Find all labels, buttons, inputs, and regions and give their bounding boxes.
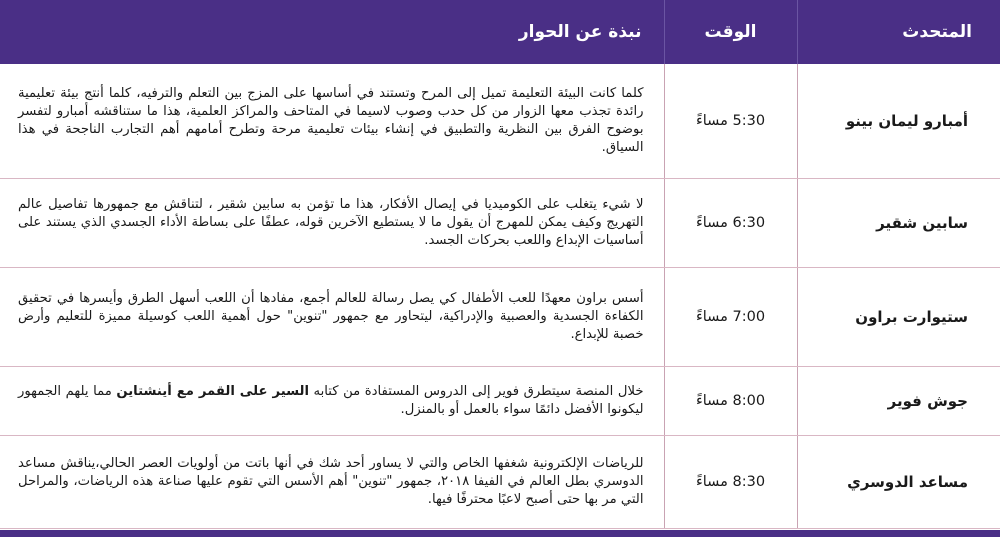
bottom-bar: [0, 530, 1000, 537]
speaker-name: مساعد الدوسري: [797, 435, 1000, 528]
session-description: للرياضات الإلكترونية شغفها الخاص والتي لا يساور أحد شك في أنها باتت من أولويات العصر الحالي،يناقش مساعد الدوسري بطل العالم في الفيفا ٢٠١٨، جمهور "تنوين" أهم الأسس التي تقوم عليها صناعة هذه الرياضات، والمراحل التي مر بها حتى أصبح لاعبًا محترفًا فيها.: [0, 435, 664, 528]
table-row: [0, 435, 1000, 528]
session-description: [0, 366, 664, 435]
header-time: الوقت: [664, 0, 797, 64]
speaker-name: سابين شقير: [797, 178, 1000, 267]
table-header: [0, 0, 1000, 64]
session-time: 8:00 مساءً: [664, 366, 797, 435]
table-row: [0, 64, 1000, 178]
session-time: 5:30 مساءً: [664, 64, 797, 178]
session-description: أسس براون معهدًا للعب الأطفال كي يصل رسالة للعالم أجمع، مفادها أن اللعب أسهل الطرق وأيسرها في تحقيق الكفاءة الجسدية والعصبية والإدراكية، ليتحاور مع جمهور "تنوين" حول أهمية اللعب كوسيلة مميزة للتعليم وأرض خصبة للإبداع.: [0, 267, 664, 366]
book-title: السير على القمر مع أينشتاين: [116, 383, 309, 399]
session-time: 7:00 مساءً: [664, 267, 797, 366]
speaker-name: جوش فوير: [797, 366, 1000, 435]
table-row: [0, 267, 1000, 366]
speaker-name: ستيوارت براون: [797, 267, 1000, 366]
description-text: مما يلهم الجمهور ليكونوا الأفضل دائمًا سواء بالعمل أو بالمنزل.: [18, 383, 644, 417]
session-description: لا شيء يتغلب على الكوميديا في إيصال الأفكار، هذا ما تؤمن به سابين شقير ، لتناقش مع جمهورها تفاصيل عالم التهريج وكيف يمكن للمهرج أن يقول ما لا يستطيع الآخرين قوله، عطفًا على بساطة الأداء الجسدي الذي يستند على أساسيات الإبداع واللعب بحركات الجسد.: [0, 178, 664, 267]
session-description: كلما كانت البيئة التعليمة تميل إلى المرح وتستند في أساسها على المزج بين التعلم والترفيه، كلما أنتج بيئة تعليمية رائدة تجذب معها الزوار من كل حدب وصوب لاسيما في المتاحف والمراكز العلمية، هذا ما ستناقشه أمبارو لتفسر بوضوح الفرق بين النظرية والتطبيق في إنشاء بيئات تعليمية مرحة وتطرح أمامهم أهم التجارب الناجحة في هذا السياق.: [0, 64, 664, 178]
table-body: [0, 64, 1000, 528]
session-time: 6:30 مساءً: [664, 178, 797, 267]
header-row: [0, 0, 1000, 64]
description-text: خلال المنصة سيتطرق فوير إلى الدروس المستفادة من كتابه: [308, 383, 644, 399]
header-speaker: المتحدث: [797, 0, 1000, 64]
table-row: [0, 366, 1000, 435]
table-row: [0, 178, 1000, 267]
speaker-name: أمبارو ليمان بينو: [797, 64, 1000, 178]
session-time: 8:30 مساءً: [664, 435, 797, 528]
header-about: نبذة عن الحوار: [518, 22, 642, 42]
